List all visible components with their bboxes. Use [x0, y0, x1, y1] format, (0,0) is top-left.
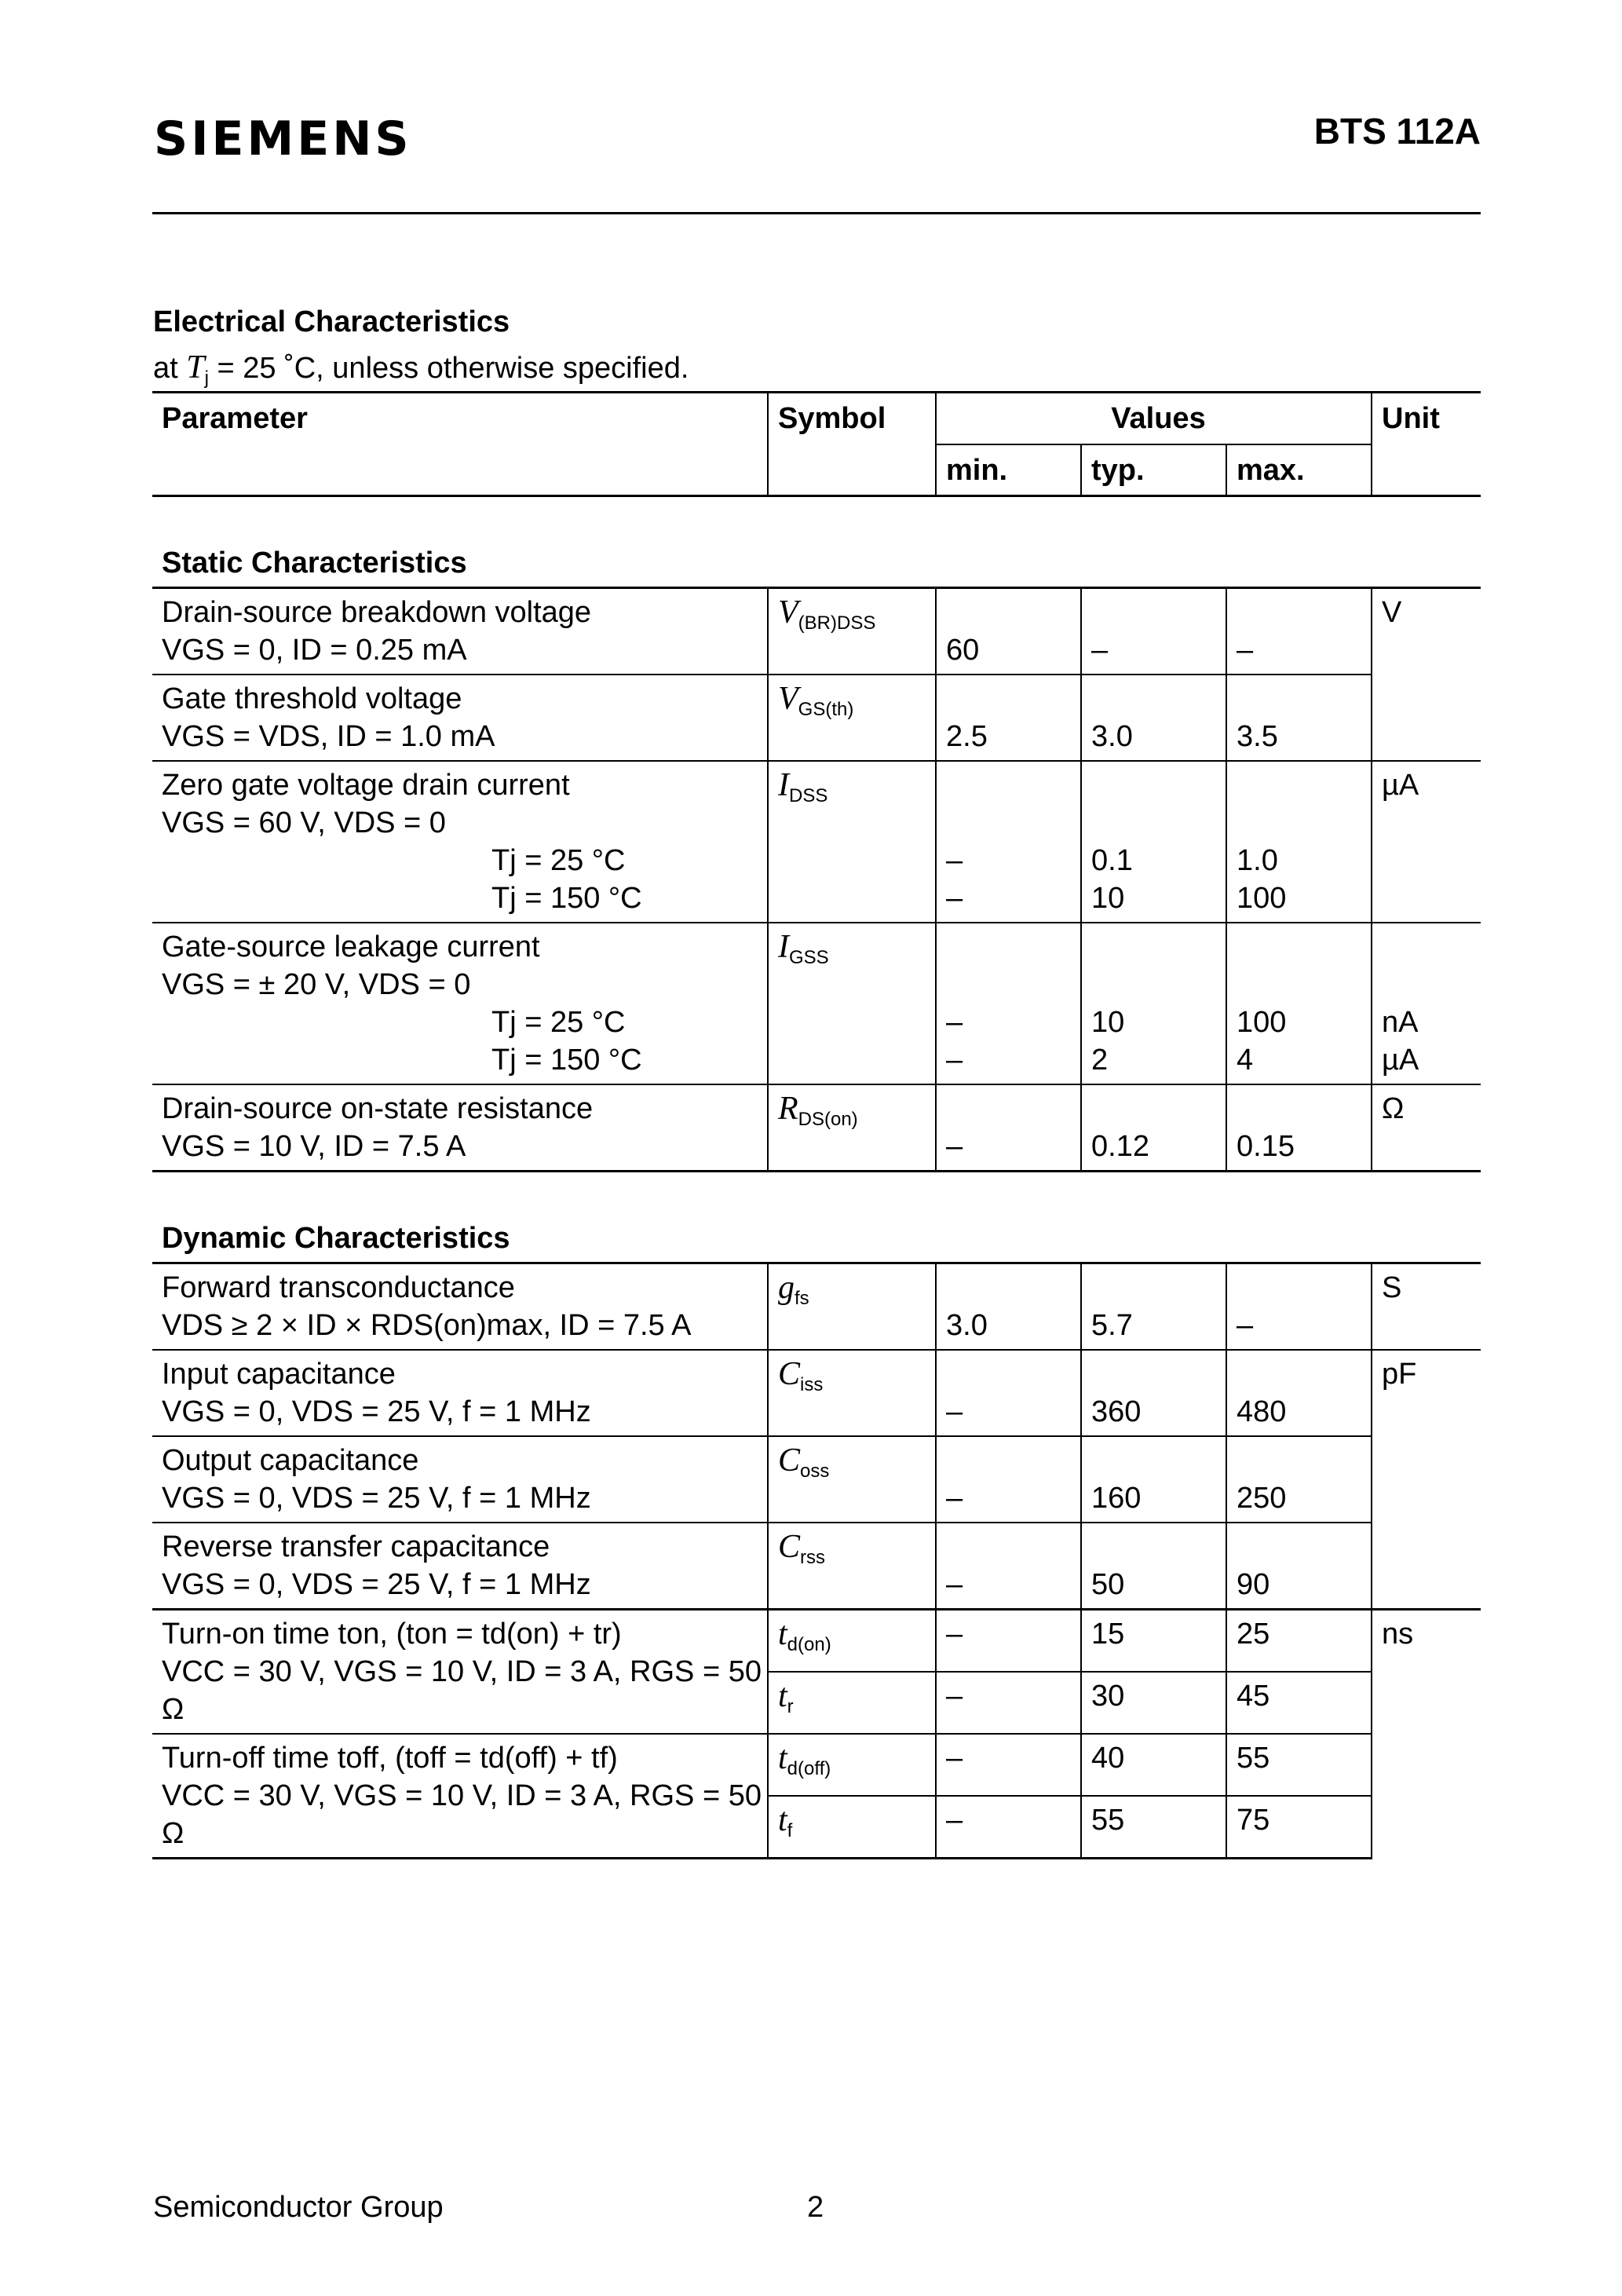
value-unit: pF [1372, 1350, 1481, 1610]
table-row: Turn-off time toff, (toff = td(off) + tf) VCC = 30 V, VGS = 10 V, ID = 3 A, RGS = 50 Ω $t_{d(off)}$ – 40 55 [152, 1734, 1481, 1796]
param-temp: Tj = 150 °C [491, 882, 642, 915]
param-name: Drain-source breakdown voltage [162, 596, 592, 629]
value-typ: 3.0 [1081, 675, 1226, 761]
value-unit: µA [1372, 761, 1481, 923]
param-cond: VDS ≥ 2 × ID × RDS(on)max, ID = 7.5 A [162, 1309, 692, 1342]
header-parameter: Parameter [152, 393, 768, 496]
value-min: 3.0 [936, 1263, 1081, 1351]
value-min: – [936, 1436, 1081, 1523]
value-typ: 5.7 [1081, 1263, 1226, 1351]
param-name: Gate-source leakage current [162, 930, 540, 963]
value-max: 0.15 [1226, 1084, 1372, 1172]
header-rule [152, 212, 1481, 214]
table-row: $t_f$ – 55 75 [152, 1796, 1481, 1859]
param-cond: VGS = 0, VDS = 25 V, f = 1 MHz [162, 1395, 591, 1428]
param-name: Turn-on time ton, (ton = td(on) + tr) [162, 1618, 622, 1651]
value-max: 90 [1226, 1523, 1372, 1610]
value-max: – [1226, 1263, 1372, 1351]
param-name: Output capacitance [162, 1444, 419, 1477]
param-cond: VGS = 0, VDS = 25 V, f = 1 MHz [162, 1568, 591, 1601]
value-unit: ns [1372, 1610, 1481, 1859]
characteristics-table [152, 391, 1481, 1859]
value-max: – [1226, 588, 1372, 675]
value-min: – [936, 1350, 1081, 1436]
table-row: Gate threshold voltage VGS = VDS, ID = 1.0 mA $V_{GS(th)}$ 2.5 3.0 3.5 [152, 675, 1481, 761]
value-typ: 50 [1081, 1523, 1226, 1610]
value-min: – [936, 1523, 1081, 1610]
part-number: BTS 112A [1313, 111, 1481, 152]
footer-group: Semiconductor Group [153, 2191, 444, 2224]
table-row: Forward transconductance VDS ≥ 2 × ID × RDS(on)max, ID = 7.5 A $g_{fs}$ 3.0 5.7 – S [152, 1263, 1481, 1351]
value-min: 60 [936, 588, 1081, 675]
table-row: Output capacitance VGS = 0, VDS = 25 V, f = 1 MHz $C_{oss}$ – 160 250 [152, 1436, 1481, 1523]
value-max: 480 [1226, 1350, 1372, 1436]
value-max: 250 [1226, 1436, 1372, 1523]
value-min: 2.5 [936, 675, 1081, 761]
dynamic-section-title: Dynamic Characteristics [162, 1222, 510, 1255]
siemens-logo: SIEMENS [154, 112, 412, 166]
param-name: Forward transconductance [162, 1271, 515, 1304]
param-cond: VCC = 30 V, VGS = 10 V, ID = 3 A, RGS = 50 Ω [162, 1655, 762, 1726]
param-temp: Tj = 150 °C [491, 1044, 642, 1077]
value-unit: S [1372, 1263, 1481, 1351]
header-symbol: Symbol [768, 393, 936, 496]
param-cond: VCC = 30 V, VGS = 10 V, ID = 3 A, RGS = 50 Ω [162, 1779, 762, 1850]
param-name: Zero gate voltage drain current [162, 769, 570, 802]
header-unit: Unit [1372, 393, 1481, 496]
table-row: Reverse transfer capacitance VGS = 0, VDS = 25 V, f = 1 MHz $C_{rss}$ – 50 90 [152, 1523, 1481, 1610]
value-typ: 360 [1081, 1350, 1226, 1436]
conditions-line: at $T_j = 25$ ˚C, unless otherwise specified. [153, 349, 689, 389]
param-cond: VGS = 0, ID = 0.25 mA [162, 634, 467, 667]
param-cond: VGS = 10 V, ID = 7.5 A [162, 1130, 466, 1163]
header-max: max. [1226, 444, 1372, 496]
table-row: Turn-on time ton, (ton = td(on) + tr) VCC = 30 V, VGS = 10 V, ID = 3 A, RGS = 50 Ω $t_{d(on)}$ – 15 25 ns [152, 1610, 1481, 1673]
page-number: 2 [807, 2191, 824, 2224]
param-name: Reverse transfer capacitance [162, 1530, 550, 1563]
param-cond: VGS = ± 20 V, VDS = 0 [162, 968, 471, 1001]
param-name: Input capacitance [162, 1358, 396, 1391]
header-min: min. [936, 444, 1081, 496]
param-name: Gate threshold voltage [162, 682, 462, 715]
section-title: Electrical Characteristics [153, 305, 510, 338]
param-temp: Tj = 25 °C [491, 1006, 626, 1039]
value-typ: 160 [1081, 1436, 1226, 1523]
value-unit: V [1372, 588, 1481, 762]
table-row: Input capacitance VGS = 0, VDS = 25 V, f = 1 MHz $C_{iss}$ – 360 480 pF [152, 1350, 1481, 1436]
param-name: Drain-source on-state resistance [162, 1092, 594, 1125]
table-row: Drain-source breakdown voltage VGS = 0, ID = 0.25 mA $V_{(BR)DSS}$ 60 – – V [152, 588, 1481, 675]
table-row: Zero gate voltage drain current VGS = 60 V, VDS = 0 Tj = 25 °C Tj = 150 °C $I_{DSS}$ – – 0.1 10 1.0 100 µA [152, 761, 1481, 923]
header-values: Values [936, 393, 1372, 444]
table-row: $t_r$ – 30 45 [152, 1672, 1481, 1734]
value-min: – [936, 1084, 1081, 1172]
param-cond: VGS = 0, VDS = 25 V, f = 1 MHz [162, 1482, 591, 1515]
param-cond: VGS = 60 V, VDS = 0 [162, 806, 446, 839]
value-unit: Ω [1372, 1084, 1481, 1172]
static-section-title: Static Characteristics [162, 547, 467, 579]
value-typ: 0.12 [1081, 1084, 1226, 1172]
table-row: Gate-source leakage current VGS = ± 20 V, VDS = 0 Tj = 25 °C Tj = 150 °C $I_{GSS}$ – – 10 2 100 4 nA µA [152, 923, 1481, 1084]
header-typ: typ. [1081, 444, 1226, 496]
value-max: 3.5 [1226, 675, 1372, 761]
value-typ: – [1081, 588, 1226, 675]
table-row: Drain-source on-state resistance VGS = 10 V, ID = 7.5 A $R_{DS(on)}$ – 0.12 0.15 Ω [152, 1084, 1481, 1172]
param-cond: VGS = VDS, ID = 1.0 mA [162, 720, 495, 753]
param-temp: Tj = 25 °C [491, 844, 626, 877]
param-name: Turn-off time toff, (toff = td(off) + tf) [162, 1742, 618, 1775]
